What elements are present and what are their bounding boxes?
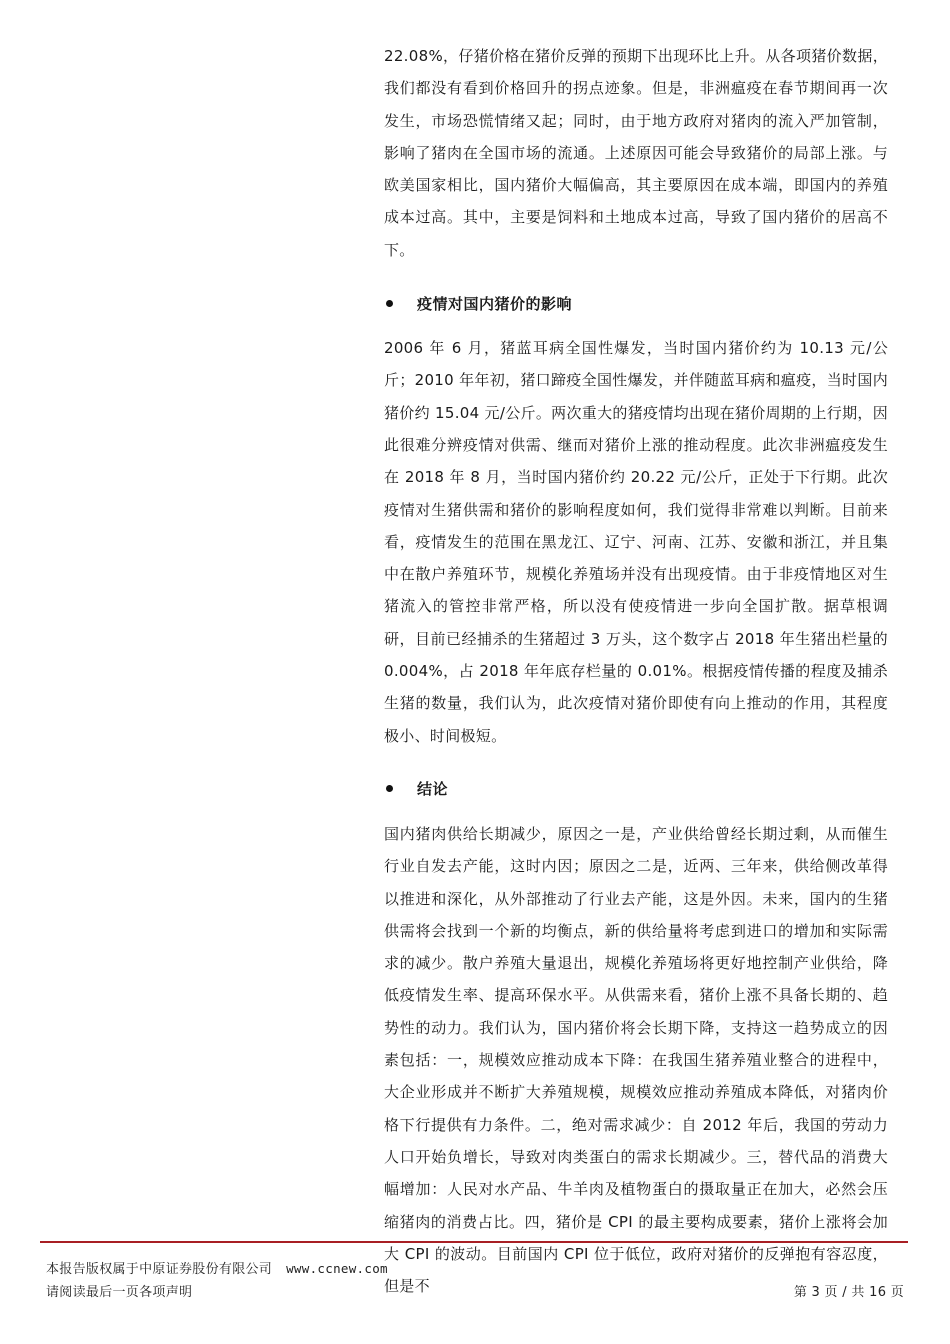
page-number: 第 3 页 / 共 16 页 [793,1285,904,1300]
bullet-icon [386,785,393,792]
footer-copyright-line [46,1258,388,1277]
report-body [384,40,888,1302]
footer-divider [40,1241,908,1243]
bullet-icon [386,300,393,307]
section-heading-epidemic [384,288,888,318]
section-title: 结论 [417,780,449,799]
copyright-text: 本报告版权属于中原证券股份有限公司 [46,1262,273,1277]
paragraph-pork-price-trend: 22.08%，仔猪价格在猪价反弹的预期下出现环比上升。从各项猪价数据，我们都没有看到价格回升的拐点迹象。但是，非洲瘟疫在春节期间再一次发生，市场恐慌情绪又起；同时，由于地方政府对猪肉的流入严加管制，影响了猪肉在全国市场的流通。上述原因可能会导致猪价的局部上涨。与欧美国家相比，国内猪价大幅偏高，其主要原因在成本端，即国内的养殖成本过高。其中，主要是饲料和土地成本过高，导致了国内猪价的居高不下。 [384,47,888,259]
section-heading-conclusion [384,774,888,804]
footer-disclaimer: 请阅读最后一页各项声明 [46,1285,193,1300]
section-title: 疫情对国内猪价的影响 [417,294,573,313]
website-link[interactable]: www.ccnew.com [286,1261,388,1276]
paragraph-epidemic-impact: 2006 年 6 月，猪蓝耳病全国性爆发，当时国内猪价约为 10.13 元/公斤；2010 年年初，猪口蹄疫全国性爆发，并伴随蓝耳病和瘟疫，当时国内猪价约 15.04 元/公斤。两次重大的猪疫情均出现在猪价周期的上行期，因此很难分辨疫情对供需、继而对猪价上涨的推动程度。此次非洲瘟疫发生在 2018 年 8 月，当时国内猪价约 20.22 元/公斤，正处于下行期。此次疫情对生猪供需和猪价的影响程度如何，我们觉得非常难以判断。目前来看，疫情发生的范围在黑龙江、辽宁、河南、江苏、安徽和浙江，并且集中在散户养殖环节，规模化养殖场并没有出现疫情。由于非疫情地区对生猪流入的管控非常严格，所以没有使疫情进一步向全国扩散。据草根调研，目前已经捕杀的生猪超过 3 万头，这个数字占 2018 年生猪出栏量的 0.004%，占 2018 年年底存栏量的 0.01%。根据疫情传播的程度及捕杀生猪的数量，我们认为，此次疫情对猪价即使有向上推动的作用，其程度极小、时间极短。 [384,339,888,745]
paragraph-conclusion: 国内猪肉供给长期减少，原因之一是，产业供给曾经长期过剩，从而催生行业自发去产能，这时内因；原因之二是，近两、三年来，供给侧改革得以推进和深化，从外部推动了行业去产能，这是外因。未来，国内的生猪供需将会找到一个新的均衡点，新的供给量将考虑到进口的增加和实际需求的减少。散户养殖大量退出，规模化养殖场将更好地控制产业供给，降低疫情发生率、提高环保水平。从供需来看，猪价上涨不具备长期的、趋势性的动力。我们认为，国内猪价将会长期下降，支持这一趋势成立的因素包括：一，规模效应推动成本下降：在我国生猪养殖业整合的进程中，大企业形成并不断扩大养殖规模，规模效应推动养殖成本降低，对猪肉价格下行提供有力条件。二，绝对需求减少：自 2012 年后，我国的劳动力人口开始负增长，导致对肉类蛋白的需求长期减少。三，替代品的消费大幅增加：人民对水产品、牛羊肉及植物蛋白的摄取量正在加大，必然会压缩猪肉的消费占比。四，猪价是 CPI 的最主要构成要素，猪价上涨将会加大 CPI 的波动。目前国内 CPI 位于低位，政府对猪价的反弹抱有容忍度，但是不 [384,824,888,1296]
